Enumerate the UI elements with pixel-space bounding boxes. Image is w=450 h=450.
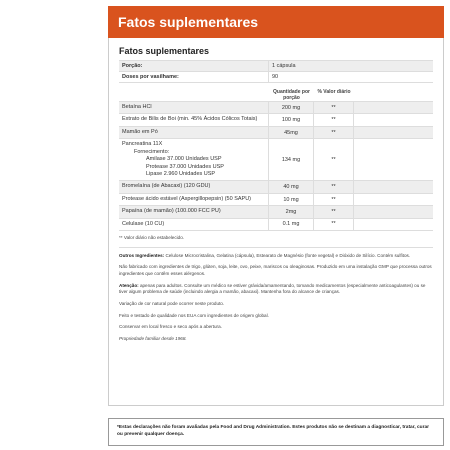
enzyme-line: Amilase 37.000 Unidades USP (146, 156, 222, 163)
ingredient-name: Extrato de Bilis de Boi (min. 45% Ácidos Cólicos Totais) (122, 116, 258, 123)
ingredient-row (119, 193, 433, 205)
ingredient-name: Bromelaína (de Abacaxi) (120 GDU) (122, 183, 211, 190)
serving-value: 90 (272, 74, 279, 80)
other-ingredients: Outros Ingredientes: Celulose Microcristalina, Gelatina (cápsula), Estearato de Magnésio (fonte vegetal) e Dióxido de Silício. Contém sulfitos. (119, 252, 411, 258)
ingredient-name: Celulase (10 CU) (122, 220, 165, 227)
header-title: Fatos suplementares (118, 14, 259, 30)
ingredient-dv: ** (314, 114, 354, 125)
dv-note: ** Valor diário não estabelecido. (119, 235, 185, 241)
ingredient-dv: ** (314, 181, 354, 192)
allergen-note: Não fabricado com ingredientes de trigo, glúten, soja, leite, ovo, peixe, mariscos ou oleaginosas. Produzido em uma instalação GMP que processa outros ingredientes que contêm esses alérgenos. (119, 264, 432, 277)
enzyme-line: Protease 37.000 Unidades USP (146, 163, 224, 170)
ingredient-row (119, 113, 433, 125)
ingredient-amount: 0.1 mg (269, 219, 314, 230)
serving-label: Porção: (119, 61, 269, 71)
ingredient-sub: Fornecimento: (134, 148, 170, 155)
panel-title: Fatos suplementares (119, 46, 210, 56)
ingredient-row (119, 205, 433, 217)
storage-note: Conservar em local fresco e seco após a abertura. (119, 324, 222, 330)
family-note: Propriedade familiar desde 1968. (119, 335, 187, 341)
ingredient-dv: ** (314, 139, 354, 180)
ingredient-dv: ** (314, 102, 354, 113)
made-note: Feito e testado de qualidade nos EUA com ingredientes de origem global. (119, 312, 269, 318)
ingredient-name: Mamão em Pó (122, 128, 158, 135)
enzyme-line: Lipase 2.960 Unidades USP (146, 170, 216, 177)
ingredient-name: Pancreatina 11X (122, 141, 163, 148)
amount-column-header: Quantidade por porção (273, 89, 310, 101)
dv-column-header: % Valor diário (317, 89, 351, 95)
serving-row (119, 71, 433, 82)
header-banner (108, 6, 444, 38)
ingredients-table (119, 101, 433, 231)
ingredient-dv: ** (314, 206, 354, 217)
ingredient-amount: 45mg (269, 127, 314, 138)
ingredient-row (119, 101, 433, 113)
serving-table (119, 60, 433, 83)
serving-label: Doses por vasilhame: (119, 72, 269, 82)
ingredient-dv: ** (314, 194, 354, 205)
ingredient-row (119, 180, 433, 192)
ingredient-name: Papaína (de mamão) (100.000 FCC PU) (122, 208, 221, 215)
ingredient-row (119, 138, 433, 180)
ingredient-amount: 2mg (269, 206, 314, 217)
footnotes (119, 235, 433, 343)
serving-value: 1 cápsula (272, 63, 296, 69)
ingredient-dv: ** (314, 219, 354, 230)
ingredient-name: Betaína HCl (122, 104, 152, 110)
ingredient-name: Protease ácido estável (Aspergillopepsin) (50 SAPU) (122, 195, 252, 202)
ingredient-amount: 40 mg (269, 181, 314, 192)
ingredient-row (119, 218, 433, 230)
ingredient-dv: ** (314, 127, 354, 138)
ingredient-amount: 134 mg (269, 139, 314, 180)
serving-row (119, 60, 433, 71)
supplement-facts-panel (108, 38, 444, 406)
ingredient-amount: 100 mg (269, 114, 314, 125)
caution-note: Atenção: apenas para adultos. Consulte um médico se estiver grávida/amamentando, tomando medicamentos (especialmente anticoagulantes) ou se tiver algum problema de saúde (incluindo alergia a mamão, abacaxi). Mantenha fora do alcance de crianças. (119, 282, 426, 295)
ingredient-row (119, 126, 433, 138)
color-note: Variação de cor natural pode ocorrer neste produto. (119, 301, 225, 306)
ingredient-amount: 200 mg (269, 102, 314, 113)
ingredient-amount: 10 mg (269, 194, 314, 205)
fda-disclaimer: *Estas declarações não foram avaliadas pela Food and Drug Administration. Estes produtos não se destinam a diagnosticar, tratar, curar ou prevenir qualquer doença. (108, 418, 444, 446)
column-headers (119, 89, 433, 101)
